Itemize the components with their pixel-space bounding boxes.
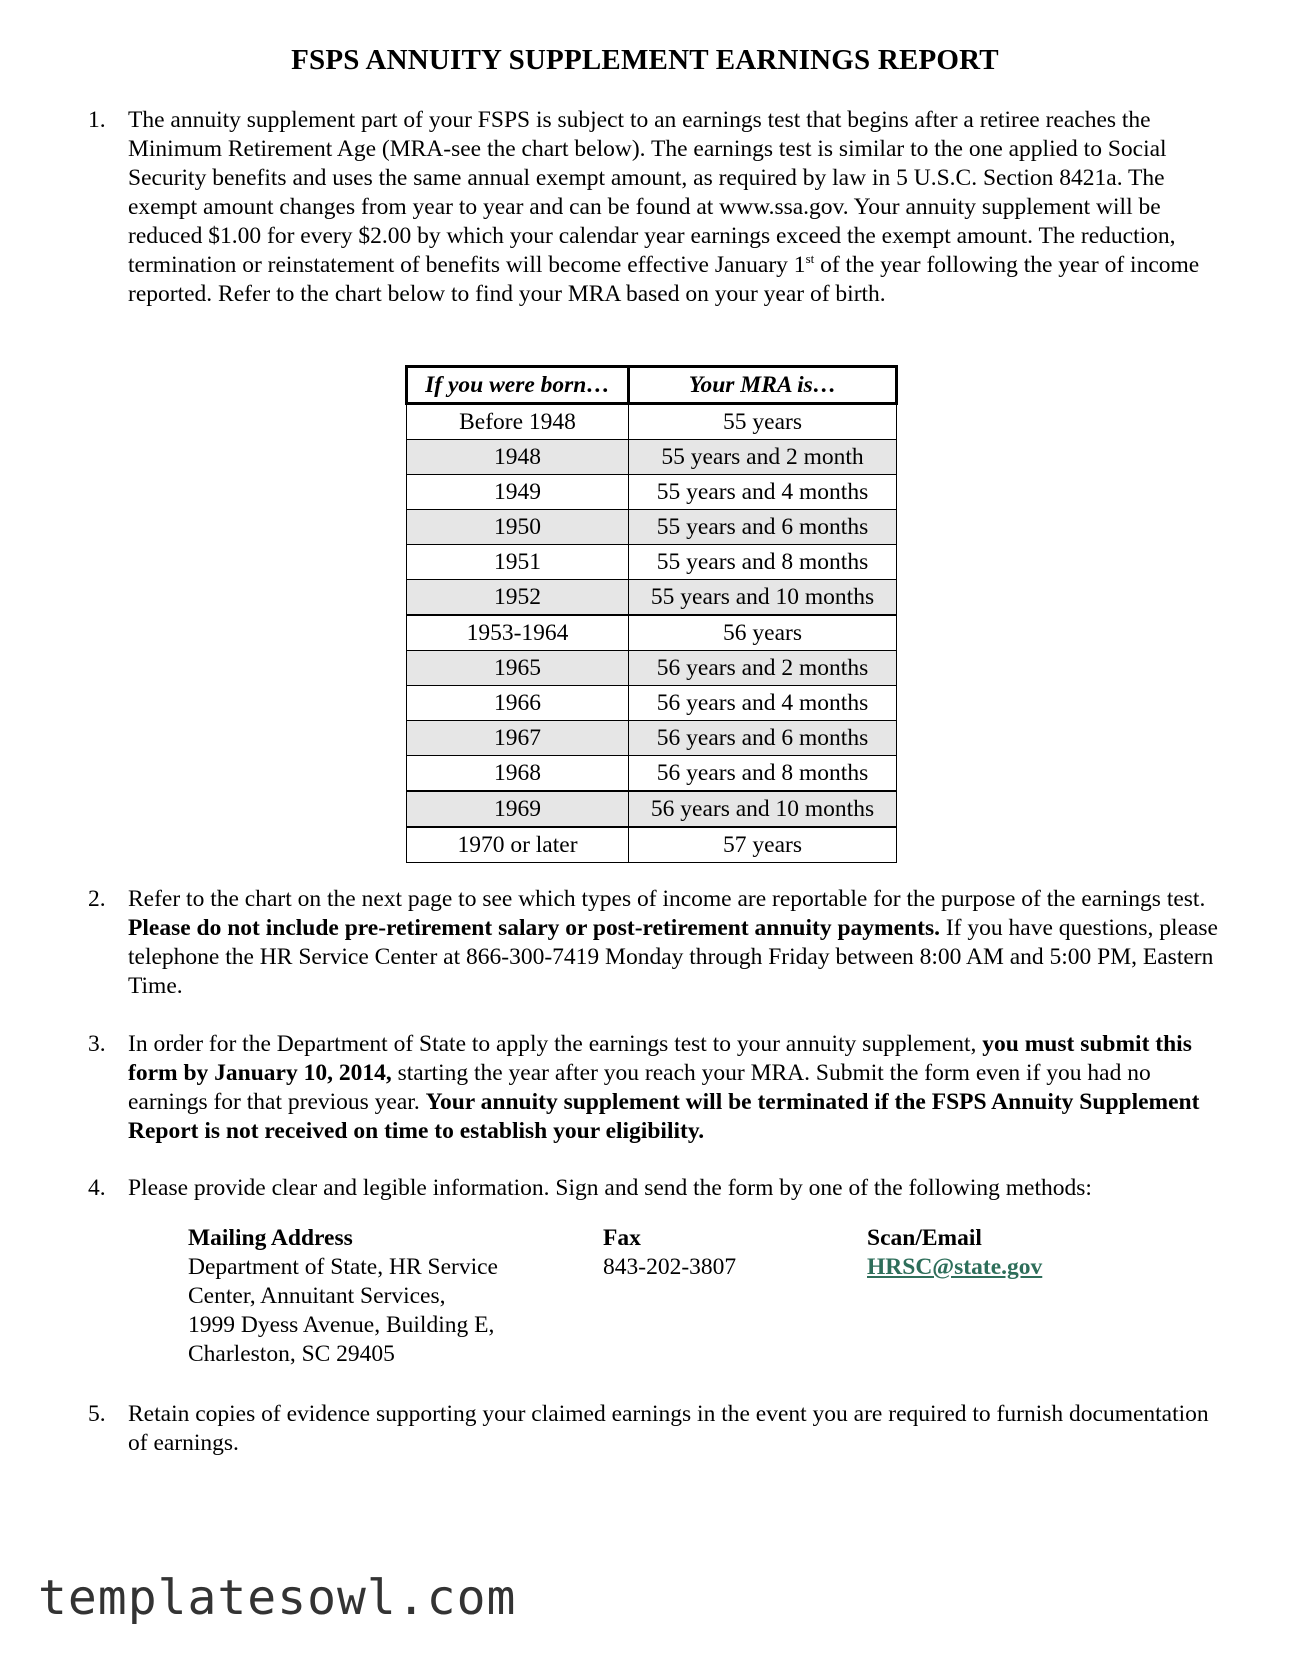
mra-cell: 56 years and 10 months (629, 791, 897, 827)
born-cell: 1965 (407, 651, 629, 686)
superscript: st (805, 251, 815, 266)
header-born: If you were born… (407, 367, 629, 404)
born-cell: 1966 (407, 686, 629, 721)
table-row (407, 756, 897, 792)
item-text-part: The annuity supplement part of your FSPS is subject to an earnings test that begins after a retiree reaches the Minimum Retirement Age (MRA-see the chart below). The earnings test is similar to the one applied to Social Security benefits and uses the same annual exempt amount, as required by law in 5 U.S.C. Section 8421a. The exempt amount changes from year to year and can be found at www.ssa.gov. Your annuity supplement will be reduced $1.00 for every $2.00 by which your calendar year earnings exceed the exempt amount. The reduction, termination or reinstatement of benefits will become effective January 1 (128, 107, 1176, 278)
table-row (407, 686, 897, 721)
table-row (407, 580, 897, 616)
table-row (407, 404, 897, 440)
born-cell: 1967 (407, 721, 629, 756)
item-number: 1. (88, 107, 106, 133)
mailing-address-line: Charleston, SC 29405 (188, 1341, 395, 1367)
table-row (407, 827, 897, 863)
item-text (128, 885, 1218, 1001)
item-text-part: If you have questions, please telephone the HR Service Center at 866-300-7419 Monday through Friday between 8:00 AM and 5:00 PM, Eastern Time. (128, 915, 1218, 999)
table-header-row (407, 367, 897, 404)
fax-heading: Fax (603, 1225, 641, 1251)
mra-cell: 56 years and 4 months (629, 686, 897, 721)
item-text-part: of the year following the year of income reported. Refer to the chart below to find your MRA based on your year of birth. (128, 252, 1200, 307)
page-title: FSPS ANNUITY SUPPLEMENT EARNINGS REPORT (291, 44, 999, 76)
mra-cell: 55 years and 2 month (629, 440, 897, 475)
table-row (407, 440, 897, 475)
table-row (407, 475, 897, 510)
mailing-address-line: Department of State, HR Service (188, 1254, 498, 1280)
item-text-bold: Please do not include pre-retirement salary or post-retirement annuity payments. (128, 915, 940, 941)
mra-cell: 56 years and 6 months (629, 721, 897, 756)
item-text-part: In order for the Department of State to apply the earnings test to your annuity supplement, (128, 1031, 983, 1057)
mra-cell: 55 years and 8 months (629, 545, 897, 580)
item-text-bold: Your annuity supplement will be terminated if the FSPS Annuity Supplement Report is not received on time to establish your eligibility. (128, 1089, 1200, 1144)
mra-cell: 55 years (629, 404, 897, 440)
born-cell: 1969 (407, 791, 629, 827)
born-cell: 1950 (407, 510, 629, 545)
born-cell: 1948 (407, 440, 629, 475)
mailing-address-line: 1999 Dyess Avenue, Building E, (188, 1312, 495, 1338)
item-text (128, 106, 1218, 309)
fax-block (603, 1224, 823, 1282)
table-row (407, 615, 897, 651)
table-row (407, 791, 897, 827)
born-cell: 1952 (407, 580, 629, 616)
item-text-part: Refer to the chart on the next page to see which types of income are reportable for the purpose of the earnings test. (128, 886, 1206, 912)
mailing-address-line: Center, Annuitant Services, (188, 1283, 446, 1309)
item-text: Please provide clear and legible information. Sign and send the form by one of the following methods: (128, 1175, 1092, 1201)
item-number: 4. (88, 1175, 106, 1201)
born-cell: 1951 (407, 545, 629, 580)
mra-cell: 55 years and 10 months (629, 580, 897, 616)
item-text: Retain copies of evidence supporting your claimed earnings in the event you are required to furnish documentation of earnings. (128, 1401, 1209, 1456)
mra-cell: 55 years and 4 months (629, 475, 897, 510)
header-mra: Your MRA is… (629, 367, 897, 404)
table-row (407, 545, 897, 580)
item-number: 3. (88, 1031, 106, 1057)
email-block (867, 1224, 1167, 1282)
table-row (407, 510, 897, 545)
born-cell: 1953-1964 (407, 615, 629, 651)
item-text-part: starting the year after you reach your MRA. Submit the form even if you had no earnings for that previous year. (128, 1060, 1151, 1115)
watermark: templatesowl.com (38, 1570, 517, 1626)
mra-table (405, 365, 898, 863)
mra-cell: 56 years and 2 months (629, 651, 897, 686)
mailing-address-block (188, 1224, 548, 1369)
email-heading: Scan/Email (867, 1225, 982, 1251)
born-cell: Before 1948 (407, 404, 629, 440)
item-text-bold: you must submit this form by January 10, 2014, (128, 1031, 1192, 1086)
item-text (128, 1030, 1218, 1146)
table-row (407, 651, 897, 686)
email-link[interactable]: HRSC@state.gov (867, 1254, 1043, 1280)
mra-cell: 56 years and 8 months (629, 756, 897, 792)
mailing-address-heading: Mailing Address (188, 1225, 353, 1251)
mra-cell: 57 years (629, 827, 897, 863)
mra-cell: 55 years and 6 months (629, 510, 897, 545)
item-number: 2. (88, 886, 106, 912)
mra-cell: 56 years (629, 615, 897, 651)
born-cell: 1949 (407, 475, 629, 510)
born-cell: 1968 (407, 756, 629, 792)
fax-number: 843-202-3807 (603, 1254, 737, 1280)
item-number: 5. (88, 1401, 106, 1427)
born-cell: 1970 or later (407, 827, 629, 863)
table-row (407, 721, 897, 756)
